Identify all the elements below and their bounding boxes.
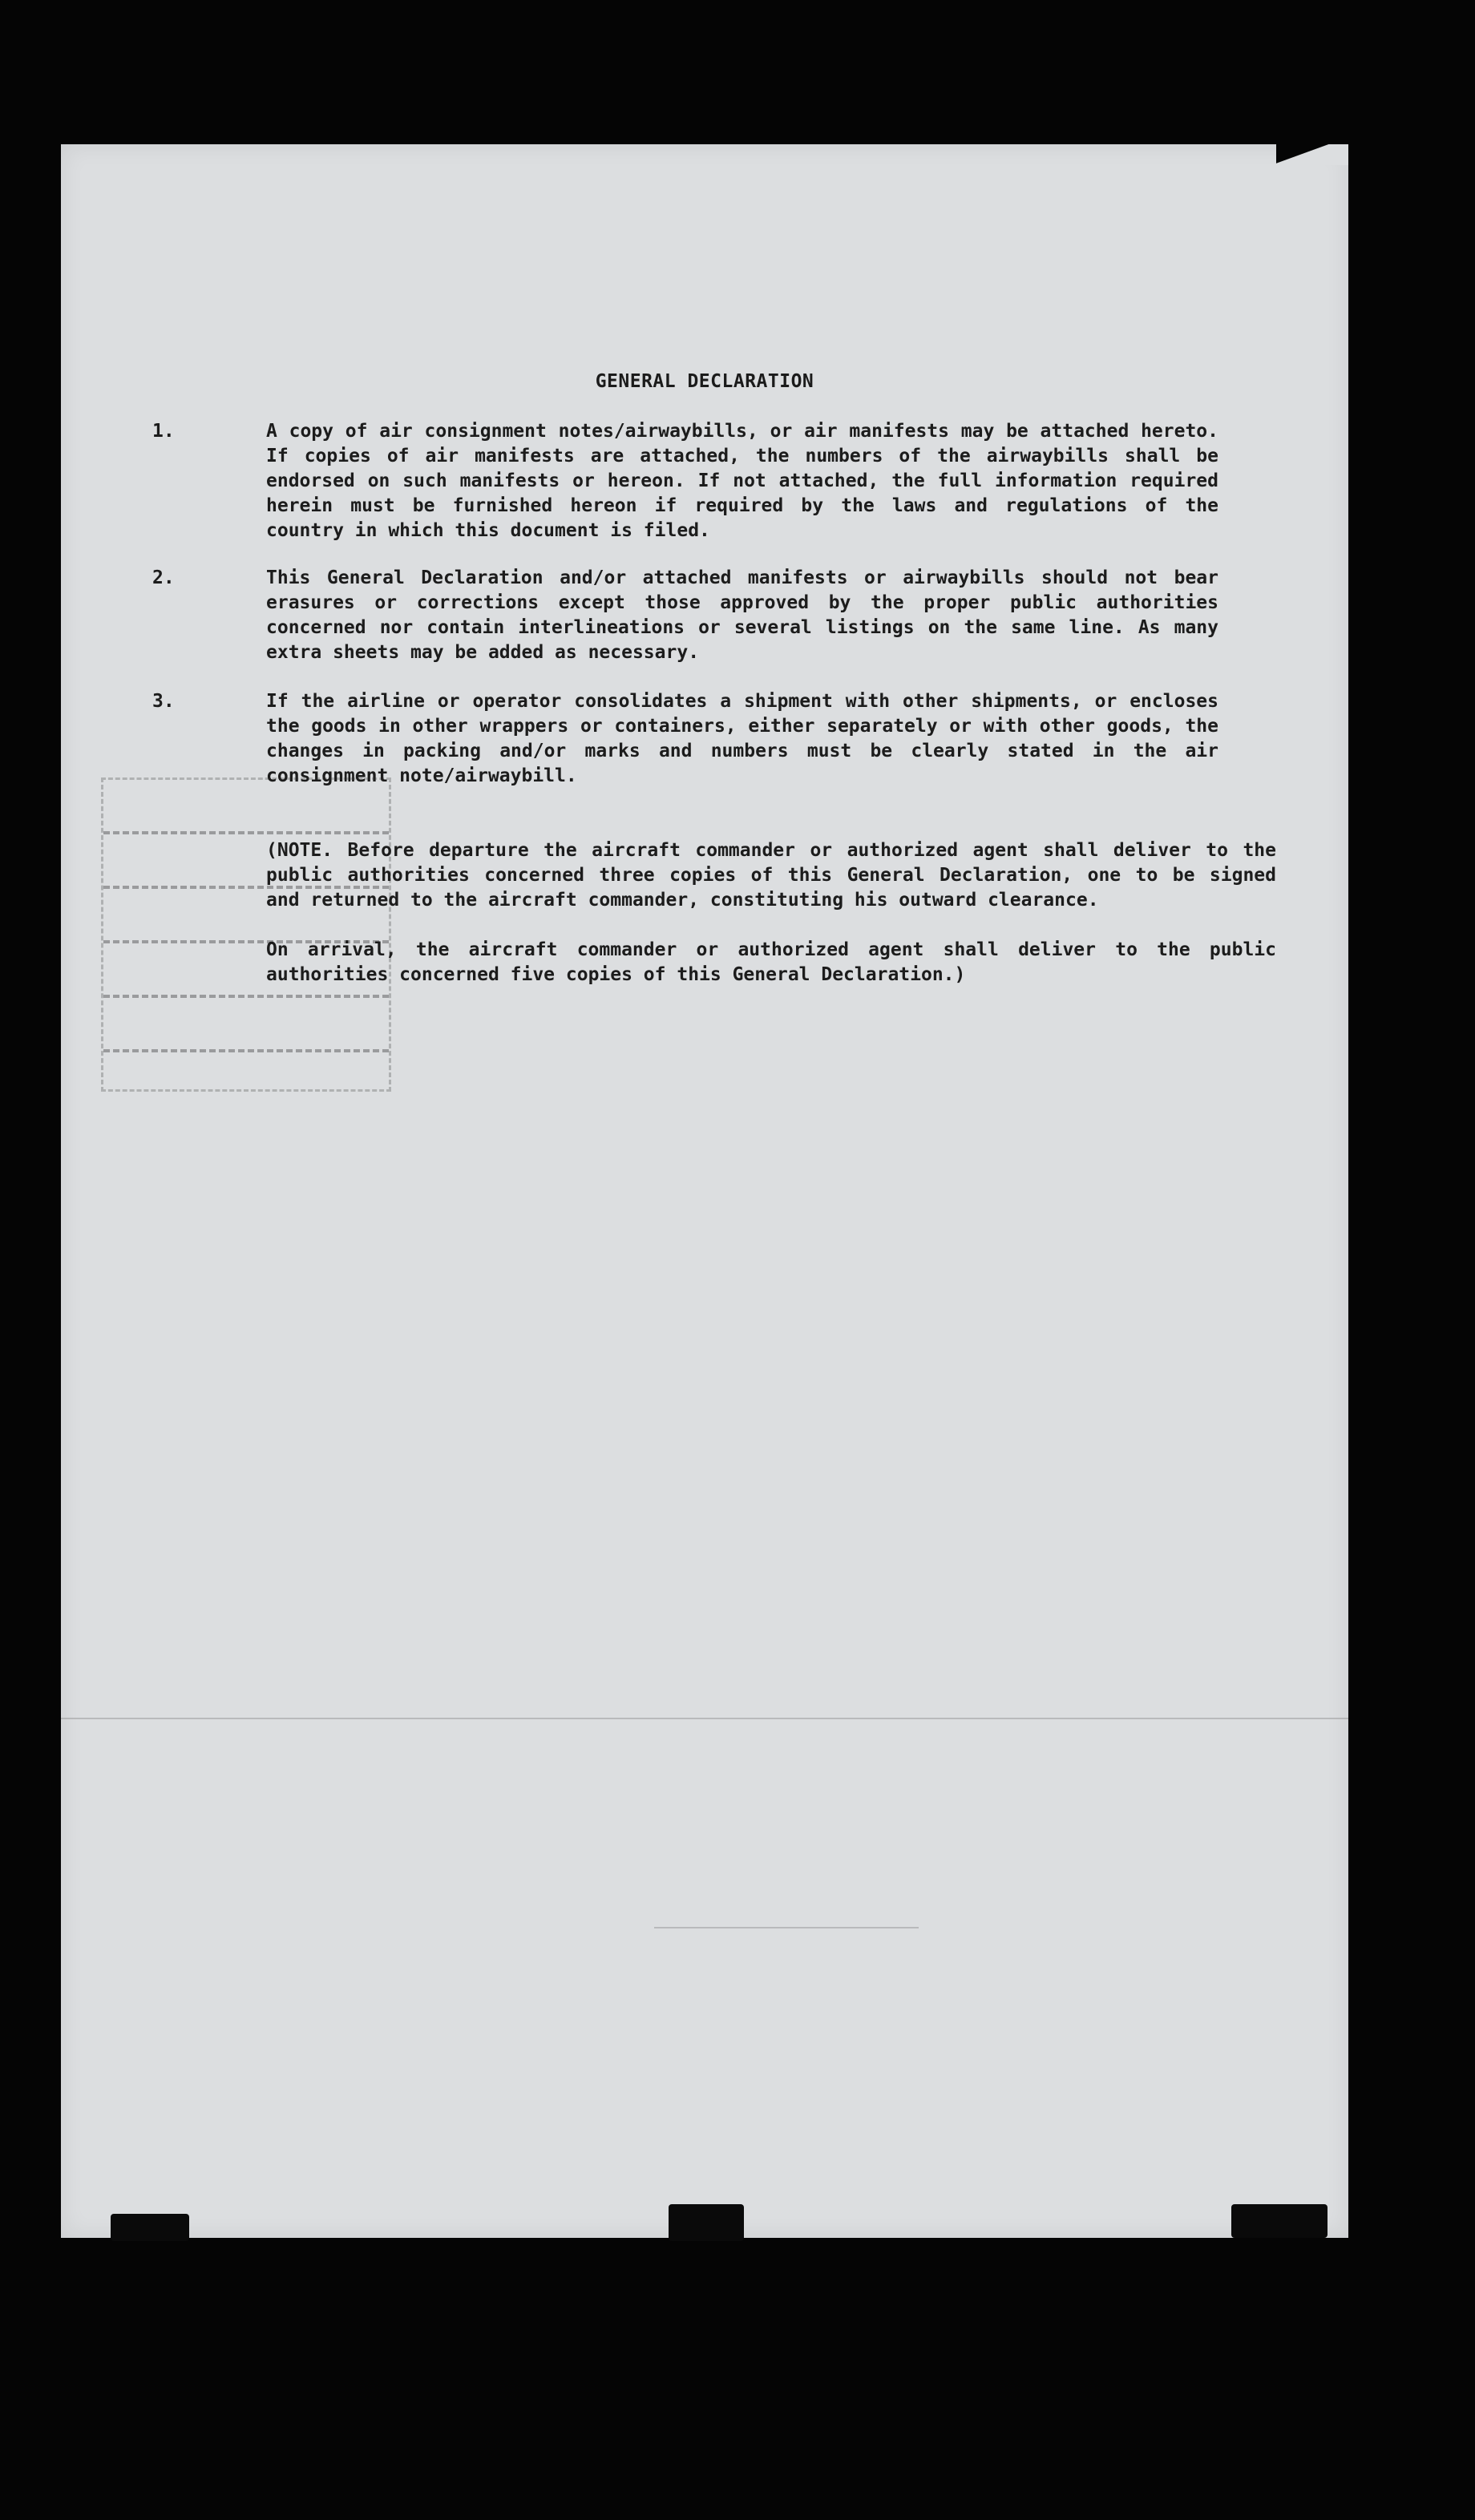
item-text: A copy of air consignment notes/airwaybills, or air manifests may be attached hereto. If copies of air manifests are attached, the numbers of the airwaybills shall be endorsed on such manifests or hereon. If not attached, the full information required herein must be furnished hereon if required by the laws and regulations of the country in which this document is filed. [266, 421, 1218, 541]
declaration-item-3 [152, 689, 1218, 789]
bottom-smudge [1231, 2204, 1328, 2238]
item-number: 1. [152, 421, 175, 442]
customs-stamp [101, 777, 391, 1092]
bottom-smudge [669, 2204, 744, 2241]
item-text: This General Declaration and/or attached manifests or airwaybills should not bear erasures or corrections except those approved by the proper public authorities concerned nor contain interlineations or several listings on the same line. As many extra sheets may be added as necessary. [266, 567, 1218, 663]
declaration-item-1 [152, 419, 1218, 543]
fold-line [61, 1718, 1348, 1719]
declaration-item-2 [152, 566, 1218, 665]
item-text: If the airline or operator consolidates a shipment with other shipments, or encloses the goods in other wrappers or containers, either separately or with other goods, the changes in packing and/or marks and numbers must be clearly stated in the air consignment note/airwaybill. [266, 691, 1218, 786]
page-corner [1276, 144, 1348, 165]
item-number: 2. [152, 567, 175, 588]
note-arrival: On arrival, the aircraft commander or authorized agent shall deliver to the public authorities concerned five copies of this General Declaration.) [266, 939, 1276, 985]
faint-rule [654, 1927, 919, 1928]
document-page [61, 144, 1348, 2238]
note-departure: (NOTE. Before departure the aircraft commander or authorized agent shall deliver to the public authorities concerned three copies of this General Declaration, one to be signed and returned to the aircraft commander, constituting his outward clearance. [266, 840, 1276, 911]
item-number: 3. [152, 691, 175, 712]
document-title: GENERAL DECLARATION [595, 371, 814, 392]
bottom-smudge [111, 2214, 189, 2241]
